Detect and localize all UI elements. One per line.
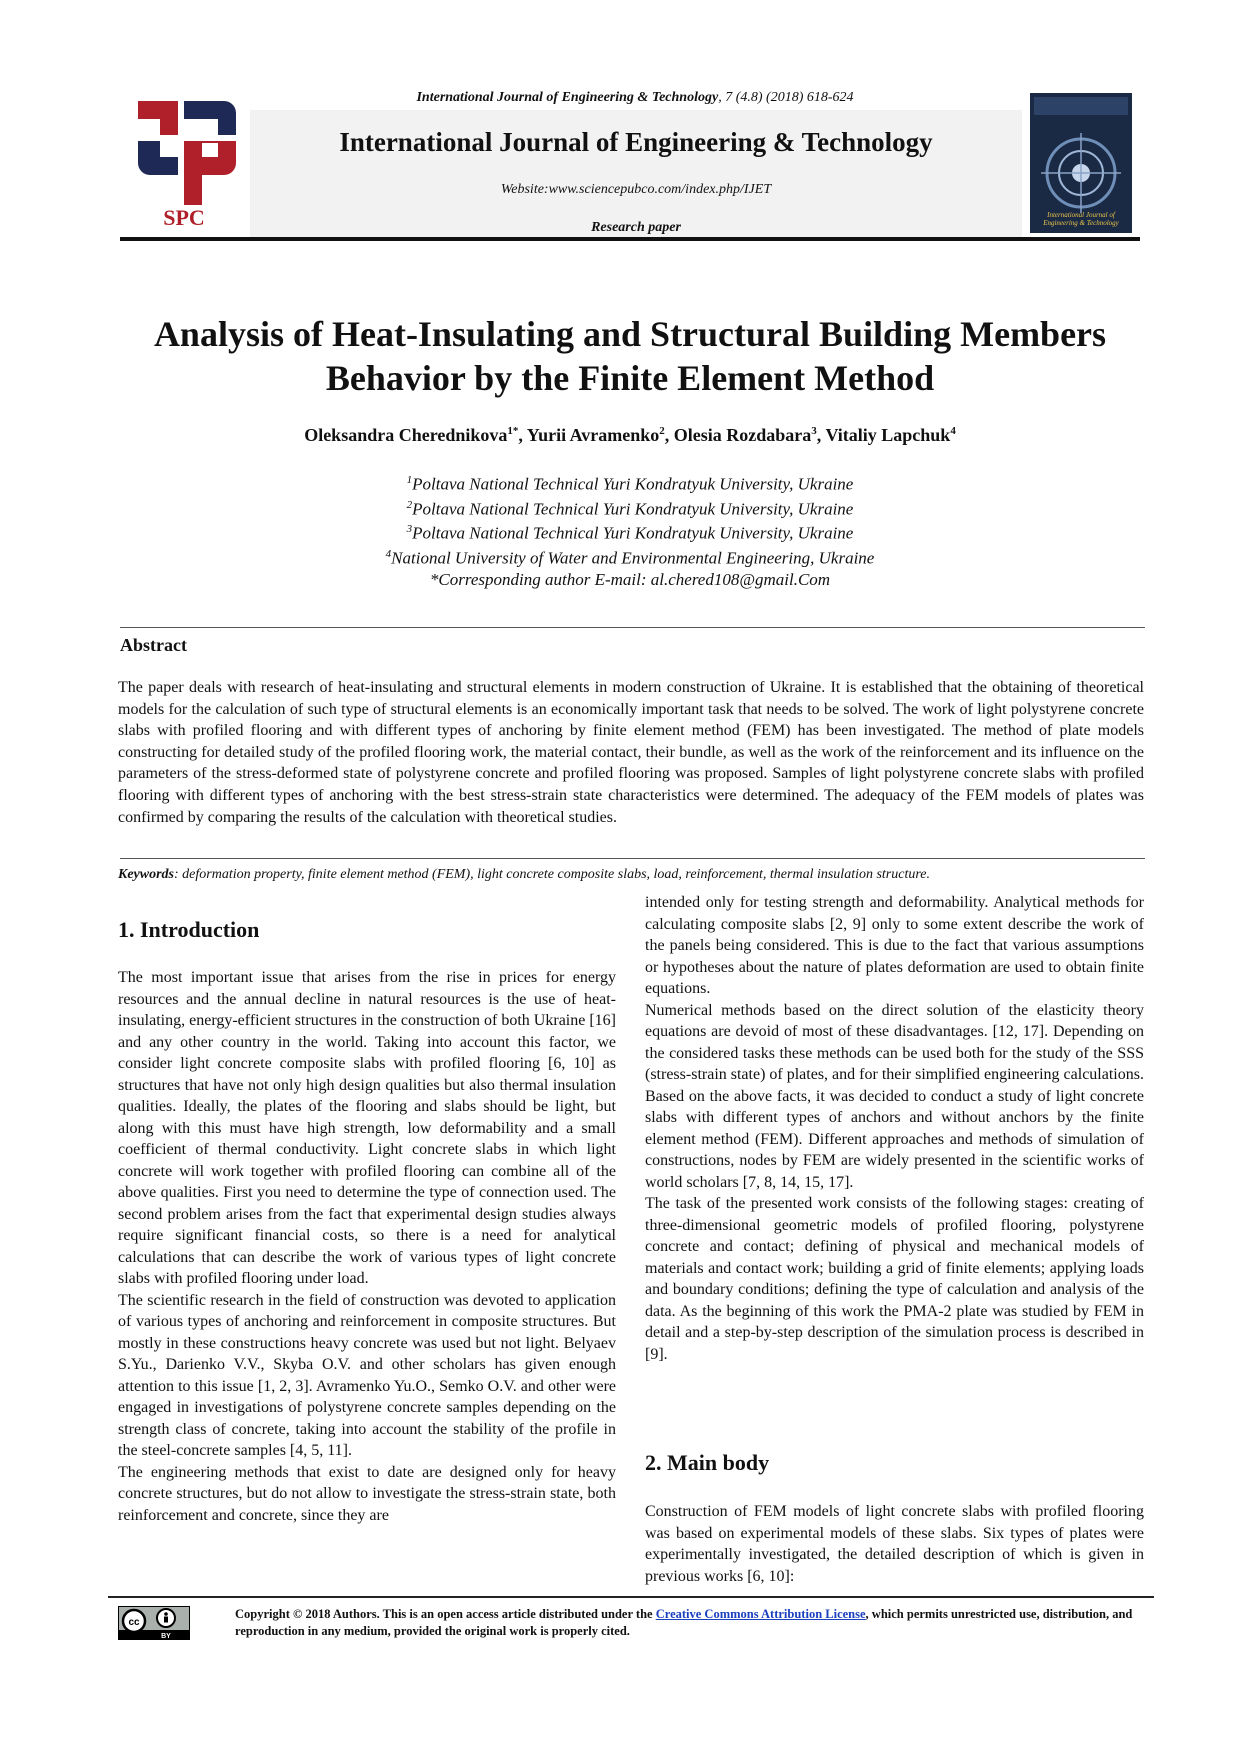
by-label: BY <box>161 1633 171 1640</box>
author: Vitaliy Lapchuk <box>825 425 951 445</box>
affiliation: $^3$Poltava National Technical Yuri Kondratyuk University, Ukraine <box>406 523 854 543</box>
header-rule <box>120 237 1140 241</box>
author: Olesia Rozdabara <box>673 425 812 445</box>
paragraph: The most important issue that arises from the rise in prices for energy resources and the annual decline in natural resources is the use of heat-insulating, energy-efficient structures in the construction of both Ukraine [16] and any other country in the world. Taking into account this factor, we consider light concrete composite slabs with profiled flooring [6, 10] as structures that have not only high design qualities but also thermal insulation qualities. Ideally, the plates of the flooring and slabs should be light, but along with this must have high strength, low deformability and a small coefficient of thermal conductivity. Light concrete slabs in which light concrete will work together with profiled flooring can combine all of the above qualities. First you need to determine the type of connection used. The second problem arises from the fact that experimental design studies always require significant financial costs, so there is a need for analytical calculations that can describe the work of various types of light concrete slabs with profiled flooring under load. <box>118 969 616 1287</box>
main-body-paragraph: Construction of FEM models of light concrete slabs with profiled flooring was based on experimental models of these slabs. Six types of plates were experimentally investigated, the detailed description of which is given in previous works [6, 10]: <box>645 1503 1144 1585</box>
corresponding-author: *Corresponding author E-mail: al.chered108@gmail.Com <box>429 569 831 589</box>
license-link[interactable]: Creative Commons Attribution License <box>655 1607 866 1621</box>
right-column <box>645 892 1144 1365</box>
journal-cover <box>1030 93 1132 233</box>
paper-title: Analysis of Heat-Insulating and Structural Building Members Behavior by the Finite Element Method <box>153 314 1107 398</box>
author: Oleksandra Cherednikova <box>304 425 508 445</box>
paragraph: The task of the presented work consists of the following stages: creating of three-dimensional geometric models of profiled flooring, polystyrene concrete and contact; defining of physical and mechanical models of materials and contact work; building a grid of finite elements; applying loads and boundary conditions; defining the type of calculation and analysis of the data. As the beginning of this work the PMA-2 plate was studied by FEM in detail and a step-by-step description of the simulation process is described in [9]. <box>645 1195 1144 1363</box>
journal-title: International Journal of Engineering & Technology <box>339 127 933 157</box>
affiliation: $^2$Poltava National Technical Yuri Kondratyuk University, Ukraine <box>406 498 854 519</box>
logo-text: SPC <box>163 205 205 230</box>
paragraph: The engineering methods that exist to date are designed only for heavy concrete structures, but do not allow to investigate the stress-strain state, both reinforcement and concrete, since they are <box>118 1463 616 1524</box>
journal-reference: International Journal of Engineering & Technology, 7 (4.8) (2018) 618-624 <box>416 90 854 105</box>
paragraph: intended only for testing strength and deformability. Analytical methods for calculating composite slabs [2, 9] only to some extent describe the work of the panels being considered. This is due to the fact that various assumptions or hypotheses about the nature of plates deformation are used to obtain finite equations. <box>645 894 1144 997</box>
publisher-logo <box>128 93 240 233</box>
footer-rule <box>108 1596 1154 1598</box>
left-column <box>118 967 616 1526</box>
abstract-heading: Abstract <box>120 635 187 655</box>
abstract-top-rule <box>120 627 1145 628</box>
affiliation: $^1$Poltava National Technical Yuri Kondratyuk University, Ukraine <box>406 474 854 494</box>
keywords-top-rule <box>120 858 1145 859</box>
paragraph: Numerical methods based on the direct solution of the elasticity theory equations are devoid of most of these disadvantages. [12, 17]. Depending on the considered tasks these methods can be used both for the study of the SSS (stress-strain state) of plates, and for their simplified engineering calculations. <box>645 1001 1144 1083</box>
journal-website: Website:www.sciencepubco.com/index.php/IJET <box>500 182 772 197</box>
cover-title: International Journal of Engineering & Technology <box>1043 211 1119 227</box>
affiliations <box>120 470 1140 590</box>
author-list: Oleksandra Cherednikova$^{1*}$, Yurii Avramenko$^2$, Olesia Rozdabara$^3$, Vitaliy Lapchuk$^4$ <box>304 425 956 445</box>
keywords: Keywords: deformation property, finite element method (FEM), light concrete composite slabs, load, reinforcement, thermal insulation structure. <box>118 867 930 882</box>
abstract-text: The paper deals with research of heat-insulating and structural elements in modern construction of Ukraine. It is established that the obtaining of theoretical models for the calculation of such type of structural elements is an economically important task that needs to be solved. The work of light polystyrene concrete slabs with profiled flooring and with different types of anchoring by finite element method (FEM) has been investigated. The method of plate models constructing for detailed study of the profiled flooring work, the material contact, their bundle, as well as the work of the reinforcement and its influence on the parameters of the stress-deformed state of polystyrene concrete and profiled flooring was proposed. Samples of light polystyrene concrete slabs with profiled flooring with different types of anchoring with the best stress-strain state characteristics were determined. The adequacy of the FEM models of plates was confirmed by comparing the results of the calculation with theoretical studies. <box>118 679 1144 826</box>
copyright-notice: Copyright © 2018 Authors. This is an open access article distributed under the Creative Commons Attribution License, which permits unrestricted use, distribution, and reproduction in any medium, provided the original work is properly cited. <box>235 1607 1133 1638</box>
cc-label: cc <box>128 1617 140 1628</box>
cc-by-license-icon[interactable] <box>118 1606 190 1640</box>
section-heading-introduction: 1. Introduction <box>118 917 260 942</box>
section-heading-main-body: 2. Main body <box>645 1450 770 1475</box>
article-type: Research paper <box>591 220 681 235</box>
author: Yurii Avramenko <box>526 425 660 445</box>
paragraph: The scientific research in the field of construction was devoted to application of various types of anchoring and reinforcement in composite structures. But mostly in these constructions heavy concrete was used but not light. Belyaev S.Yu., Darienko V.V., Skyba O.V. and other scholars has given enough attention to this issue [1, 2, 3]. Avramenko Yu.O., Semko O.V. and other were engaged in investigations of polystyrene concrete samples depending on the strength class of concrete, taking into account the stability of the profile in the steel-concrete samples [4, 5, 11]. <box>118 1291 616 1459</box>
affiliation: $^4$National University of Water and Environmental Engineering, Ukraine <box>385 547 875 568</box>
paragraph: Based on the above facts, it was decided to conduct a study of light concrete slabs with different types of anchors and without anchors by the finite element method (FEM). Different approaches and methods of simulation of constructions, nodes by FEM are widely presented in the scientific works of world scholars [7, 8, 14, 15, 17]. <box>645 1087 1144 1191</box>
